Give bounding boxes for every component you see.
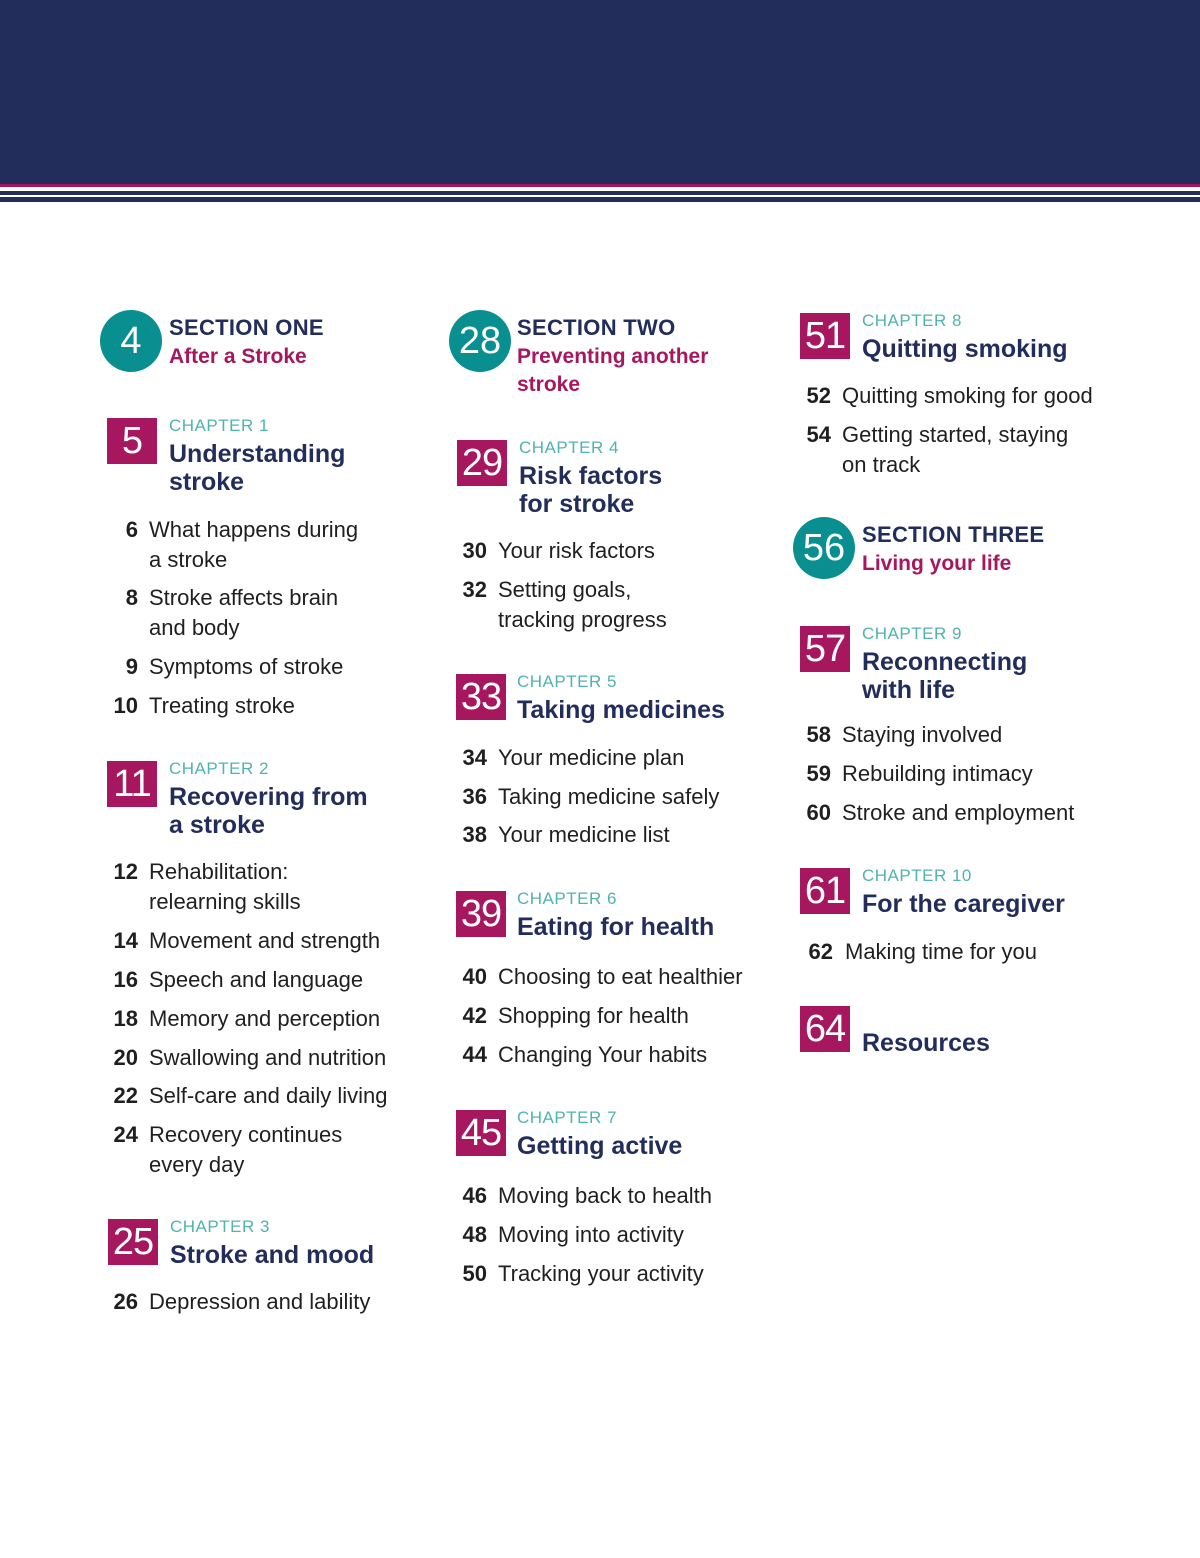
toc-page-number: 22 [113,1083,138,1108]
chapter-page-square: 25 [108,1219,158,1265]
chapter-page-square: 11 [107,761,157,807]
chapter-title: Quitting smoking [862,335,1068,363]
section-label: SECTION THREE [862,522,1045,547]
toc-page-number: 44 [462,1042,487,1067]
toc-entry-text: Setting goals, tracking progress [498,577,667,632]
toc-entry-text: Moving into activity [498,1222,684,1247]
chapter-page-square: 57 [800,626,850,672]
chapter-label: CHAPTER 8 [862,311,962,330]
resources-title: Resources [862,1029,990,1057]
toc-entry-text: Changing Your habits [498,1042,708,1067]
toc-entry-text: Rehabilitation: relearning skills [149,859,301,914]
toc-entry-text: Self-care and daily living [149,1083,388,1108]
section-page-circle: 56 [793,517,855,579]
toc-page-number: 36 [462,784,487,809]
toc-entry-text: Getting started, staying on track [842,422,1069,477]
toc-page-number: 20 [113,1045,138,1070]
chapter-title: Understanding stroke [169,440,346,496]
toc-entry-text: Your medicine plan [498,745,685,770]
section-title: After a Stroke [169,345,307,368]
toc-page-number: 14 [113,928,138,953]
chapter-label: CHAPTER 5 [517,672,617,691]
chapter-title: Risk factors for stroke [519,462,663,518]
chapter-label: CHAPTER 4 [519,438,619,457]
chapter-title: Getting active [517,1132,683,1160]
toc-entry-text: Symptoms of stroke [149,654,344,679]
toc-page-number: 16 [113,967,138,992]
toc-entry-text: Depression and lability [149,1289,371,1314]
section-page-circle: 28 [449,310,511,372]
resources-page-square: 64 [800,1006,850,1052]
toc-entry-text: Swallowing and nutrition [149,1045,387,1070]
chapter-label: CHAPTER 10 [862,866,972,885]
toc-page-number: 8 [125,585,138,610]
chapter-page-square: 61 [800,868,850,914]
toc-page-number: 9 [125,654,138,679]
toc-entry-text: Tracking your activity [498,1261,704,1286]
toc-entry-text: Memory and perception [149,1006,381,1031]
toc-entry-text: Your medicine list [498,822,670,847]
toc-entry-text: Shopping for health [498,1003,689,1028]
chapter-label: CHAPTER 7 [517,1108,617,1127]
header-stripe-navy-2 [0,197,1200,202]
chapter-page-square: 33 [456,674,506,720]
toc-entry-text: Staying involved [842,722,1003,747]
toc-page-number: 32 [462,577,487,602]
chapter-page-square: 5 [107,418,157,464]
chapter-label: CHAPTER 3 [170,1217,270,1236]
toc-page-number: 50 [462,1261,487,1286]
toc-entry-text: Speech and language [149,967,364,992]
toc-entry-text: Movement and strength [149,928,381,953]
toc-page-number: 59 [806,761,831,786]
section-title: Living your life [862,552,1012,575]
toc-entry-text: Rebuilding intimacy [842,761,1033,786]
chapter-label: CHAPTER 6 [517,889,617,908]
section-label: SECTION ONE [169,315,324,340]
chapter-label: CHAPTER 9 [862,624,962,643]
toc-page-number: 62 [808,939,833,964]
toc-page-number: 34 [462,745,487,770]
toc-entry-text: Your risk factors [498,538,655,563]
toc-page-number: 54 [806,422,831,447]
toc-page-number: 60 [806,800,831,825]
toc-entry-text: Taking medicine safely [498,784,720,809]
toc-page-number: 12 [113,859,138,884]
section-title: Preventing another stroke [517,345,709,396]
chapter-page-square: 39 [456,891,506,937]
toc-page-number: 6 [125,517,138,542]
section-label: SECTION TWO [517,315,676,340]
chapter-title: Stroke and mood [170,1241,375,1269]
toc-entry-text: Choosing to eat healthier [498,964,743,989]
toc-page-number: 18 [113,1006,138,1031]
chapter-page-square: 29 [457,440,507,486]
chapter-title: Recovering from a stroke [169,783,368,839]
toc-entry-text: Treating stroke [149,693,295,718]
toc-page-number: 48 [462,1222,487,1247]
toc-entry-text: Stroke affects brain and body [149,585,339,640]
section-page-circle: 4 [100,310,162,372]
chapter-title: Taking medicines [517,696,725,724]
toc-entry-text: Recovery continues every day [149,1122,343,1177]
chapter-label: CHAPTER 2 [169,759,269,778]
chapter-title: Reconnecting with life [862,648,1028,704]
toc-page-number: 58 [806,722,831,747]
toc-page-number: 10 [113,693,138,718]
chapter-title: Eating for health [517,913,715,941]
toc-page-number: 24 [113,1122,138,1147]
toc-entry-text: Moving back to health [498,1183,713,1208]
chapter-page-square: 51 [800,313,850,359]
toc-page-number: 38 [462,822,487,847]
chapter-label: CHAPTER 1 [169,416,269,435]
toc-entry-text: Stroke and employment [842,800,1075,825]
chapter-title: For the caregiver [862,890,1065,918]
toc-page-number: 42 [462,1003,487,1028]
toc-page-number: 52 [806,383,831,408]
toc-entry-text: Quitting smoking for good [842,383,1093,408]
toc-page-number: 46 [462,1183,487,1208]
header-band [0,0,1200,184]
chapter-page-square: 45 [456,1110,506,1156]
toc-page-number: 40 [462,964,487,989]
toc-entry-text: Making time for you [845,939,1037,964]
toc-entry-text: What happens during a stroke [149,517,359,572]
toc-page-number: 30 [462,538,487,563]
toc-page-number: 26 [113,1289,138,1314]
